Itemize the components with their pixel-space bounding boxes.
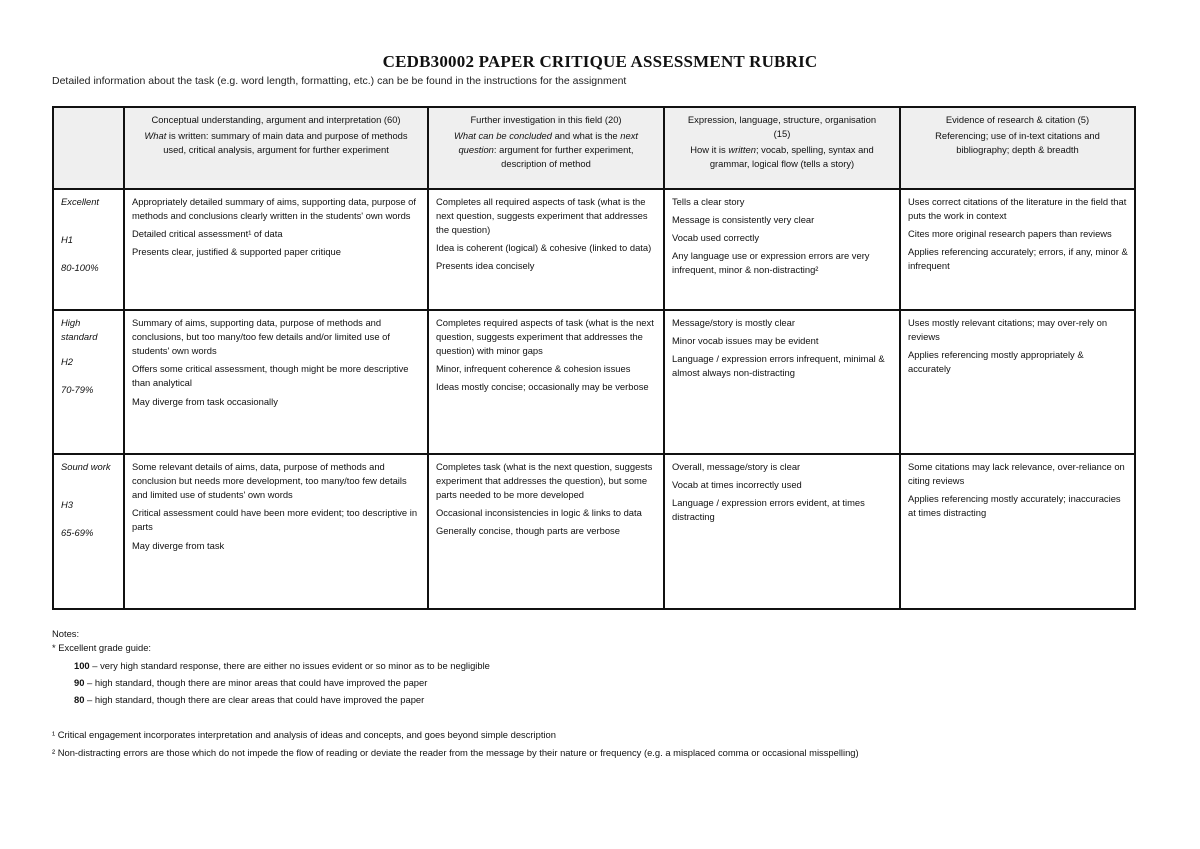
criterion: Presents idea concisely bbox=[436, 260, 535, 272]
grade-band: H3 bbox=[61, 499, 73, 510]
criteria-cell-evidence bbox=[900, 310, 1135, 454]
notes-section bbox=[52, 627, 859, 760]
criterion: Applies referencing mostly accurately; inaccuracies at times distracting bbox=[908, 493, 1121, 519]
grade-cell bbox=[53, 454, 124, 609]
grade-name: Sound work bbox=[61, 461, 111, 472]
header-title: Conceptual understanding, argument and interpretation (60) bbox=[151, 114, 401, 125]
criterion: Any language use or expression errors are very infrequent, minor & non-distracting² bbox=[672, 250, 870, 276]
grade-range: 65-69% bbox=[61, 527, 94, 539]
rubric-table bbox=[52, 106, 1136, 610]
header-description: How it is written; vocab, spelling, syntax and grammar, logical flow (tells a story) bbox=[690, 144, 874, 170]
grade-range: 70-79% bbox=[61, 384, 94, 396]
criterion: Critical assessment could have been more evident; too descriptive in parts bbox=[132, 507, 418, 533]
criterion: Overall, message/story is clear bbox=[672, 461, 801, 472]
criteria-cell-further-investigation bbox=[428, 310, 664, 454]
header-expression bbox=[664, 107, 900, 189]
grade-band: H1 bbox=[61, 234, 73, 245]
header-description: What can be concluded and what is the next question: argument for further experiment, description of method bbox=[454, 130, 638, 170]
grade-guide-item: 100 – very high standard response, there are either no issues evident or so minor as to be negligible bbox=[74, 660, 490, 672]
criterion: Cites more original research papers than reviews bbox=[908, 228, 1112, 240]
notes-heading: Notes: bbox=[52, 628, 80, 639]
criterion: Applies referencing mostly appropriately & accurately bbox=[908, 349, 1084, 375]
criterion: Language / expression errors evident, at times distracting bbox=[672, 497, 865, 523]
grade-range: 80-100% bbox=[61, 262, 99, 274]
criterion: Offers some critical assessment, though might be more descriptive than analytical bbox=[132, 363, 409, 389]
grade-name: Excellent bbox=[61, 196, 100, 207]
criteria-cell-further-investigation bbox=[428, 189, 664, 310]
criteria-cell-evidence bbox=[900, 454, 1135, 609]
grade-guide-label: * Excellent grade guide: bbox=[52, 642, 152, 654]
footnote-2: ² Non-distracting errors are those which do not impede the flow of reading or deviate the reader from the message by their nature or frequency (e.g. a misplaced comma or occasional misspelling) bbox=[52, 746, 859, 758]
criterion: Summary of aims, supporting data, purpose of methods and conclusions, but too many/too few details and/or limited use of students' own words bbox=[132, 317, 390, 357]
criterion: Occasional inconsistencies in logic & links to data bbox=[436, 507, 642, 519]
grade-band: H2 bbox=[61, 356, 73, 368]
criterion: Some relevant details of aims, data, purpose of methods and conclusion but needs more development, too many/too few details and limited use of students' own words bbox=[132, 461, 407, 501]
rubric-header-row bbox=[53, 107, 1135, 189]
criterion: Vocab used correctly bbox=[672, 232, 760, 244]
criterion: Uses correct citations of the literature in the field that puts the work in context bbox=[908, 196, 1127, 222]
criterion: Some citations may lack relevance, over-reliance on citing reviews bbox=[908, 461, 1125, 487]
criterion: Language / expression errors infrequent, minimal & almost always non-distracting bbox=[672, 353, 885, 379]
grade-guide-item: 90 – high standard, though there are minor areas that could have improved the paper bbox=[74, 677, 428, 689]
rubric-row-excellent bbox=[53, 189, 1135, 310]
criterion: Uses mostly relevant citations; may over-rely on reviews bbox=[908, 317, 1108, 343]
criterion: Tells a clear story bbox=[672, 196, 745, 207]
criteria-cell-expression bbox=[664, 189, 900, 310]
criterion: Ideas mostly concise; occasionally may be verbose bbox=[436, 381, 649, 393]
grade-name: High standard bbox=[61, 317, 98, 343]
criterion: Presents clear, justified & supported paper critique bbox=[132, 246, 341, 258]
header-title: Evidence of research & citation (5) bbox=[945, 114, 1090, 125]
criteria-cell-evidence bbox=[900, 189, 1135, 310]
criterion: Message/story is mostly clear bbox=[672, 317, 795, 328]
criteria-cell-conceptual bbox=[124, 310, 428, 454]
header-further-investigation bbox=[428, 107, 664, 189]
criterion: May diverge from task occasionally bbox=[132, 395, 278, 407]
criterion: Appropriately detailed summary of aims, supporting data, purpose of methods and conclusions clearly written in the students' own words bbox=[132, 196, 417, 222]
criterion: Completes all required aspects of task (what is the next question, suggests experiment that addresses the question) bbox=[436, 196, 648, 236]
criterion: Applies referencing accurately; errors, if any, minor & infrequent bbox=[908, 246, 1128, 272]
footnote-1: ¹ Critical engagement incorporates interpretation and analysis of ideas and concepts, and goes beyond simple description bbox=[52, 728, 556, 740]
criteria-cell-conceptual bbox=[124, 454, 428, 609]
rubric-row-sound-work bbox=[53, 454, 1135, 609]
criterion: Vocab at times incorrectly used bbox=[672, 479, 802, 491]
criterion: Completes required aspects of task (what is the next question, suggests experiment that addresses the question) with minor gaps bbox=[436, 317, 654, 357]
page-title: CEDB30002 PAPER CRITIQUE ASSESSMENT RUBRIC bbox=[382, 52, 818, 71]
header-title: Expression, language, structure, organisation (15) bbox=[687, 114, 877, 140]
criterion: Minor, infrequent coherence & cohesion issues bbox=[436, 363, 631, 375]
criteria-cell-expression bbox=[664, 454, 900, 609]
criterion: Message is consistently very clear bbox=[672, 214, 815, 226]
criterion: Idea is coherent (logical) & cohesive (linked to data) bbox=[436, 242, 652, 254]
header-description: What is written: summary of main data and purpose of methods used, critical analysis, argument for further experiment bbox=[144, 130, 408, 156]
rubric-row-high-standard bbox=[53, 310, 1135, 454]
criteria-cell-expression bbox=[664, 310, 900, 454]
grade-guide-item: 80 – high standard, though there are clear areas that could have improved the paper bbox=[74, 694, 425, 706]
header-conceptual bbox=[124, 107, 428, 189]
header-title: Further investigation in this field (20) bbox=[470, 114, 622, 125]
header-description: Referencing; use of in-text citations and bibliography; depth & breadth bbox=[935, 130, 1100, 156]
criterion: Detailed critical assessment¹ of data bbox=[132, 228, 283, 240]
header-evidence bbox=[900, 107, 1135, 189]
header-blank-cell bbox=[53, 107, 124, 189]
page-subtitle: Detailed information about the task (e.g. word length, formatting, etc.) can be be found in the instructions for the assignment bbox=[52, 75, 627, 87]
grade-cell bbox=[53, 310, 124, 454]
criteria-cell-conceptual bbox=[124, 189, 428, 310]
grade-cell bbox=[53, 189, 124, 310]
criterion: Minor vocab issues may be evident bbox=[672, 335, 819, 347]
criterion: Generally concise, though parts are verbose bbox=[436, 525, 620, 537]
criteria-cell-further-investigation bbox=[428, 454, 664, 609]
criterion: Completes task (what is the next question, suggests experiment that addresses the question), but some parts needed to be more developed bbox=[436, 461, 653, 501]
criterion: May diverge from task bbox=[132, 539, 225, 551]
